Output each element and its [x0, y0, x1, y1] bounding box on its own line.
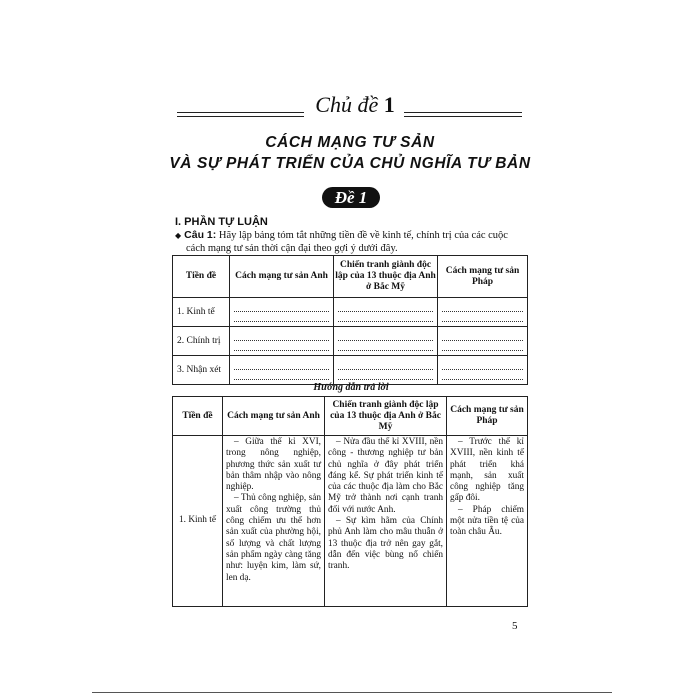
blank-cell [230, 298, 334, 327]
banner-rule-left [177, 112, 304, 113]
question-text-line1: Hãy lập bảng tóm tắt những tiền đề về kinh tế, chính trị của các cuộc [218, 230, 508, 241]
header-cell: Chiến tranh giành độc lập của 13 thuộc địa Anh ở Bắc Mỹ [334, 256, 438, 298]
header-cell: Chiến tranh giành độc lập của 13 thuộc địa Anh ở Bắc Mỹ [325, 397, 447, 436]
table-header-row [173, 397, 528, 436]
question-text-line2: cách mạng tư sản thời cận đại theo gợi ý dưới đây. [186, 243, 398, 254]
banner-rule-right [404, 112, 522, 113]
answer-guide-heading: Hướng dẫn trả lời [313, 382, 389, 393]
exam-badge: Đề 1 [322, 187, 380, 208]
france-cell [447, 436, 528, 607]
table-row [173, 436, 528, 607]
row-label: 1. Kinh tế [173, 436, 223, 607]
table-row [173, 298, 528, 327]
blank-cell [438, 327, 528, 356]
banner-rule-right-lower [404, 116, 522, 117]
chapter-title-line1: CÁCH MẠNG TƯ SẢN [265, 134, 435, 151]
england-cell [223, 436, 325, 607]
blank-cell [230, 327, 334, 356]
blank-cell [334, 298, 438, 327]
blank-cell [438, 298, 528, 327]
answer-paragraph: – Pháp chiếm một nửa tiền tệ của toàn châu Âu. [450, 504, 524, 538]
topic-heading [300, 92, 410, 118]
section-heading: I. PHẦN TỰ LUẬN [175, 216, 268, 228]
topic-number: 1 [383, 92, 395, 117]
blank-cell [334, 327, 438, 356]
blank-cell [334, 356, 438, 385]
banner-rule-left-lower [177, 116, 304, 117]
question-1 [175, 229, 527, 255]
table-header-row [173, 256, 528, 298]
blank-cell [438, 356, 528, 385]
table-row [173, 356, 528, 385]
answer-paragraph: – Trước thế kỉ XVIII, nền kinh tế phát triển khá mạnh, sản xuất công nghiệp tăng gấp đôi. [450, 437, 524, 504]
header-cell: Cách mạng tư sản Anh [230, 256, 334, 298]
row-label: 2. Chính trị [173, 327, 230, 356]
header-cell: Tiền đề [173, 256, 230, 298]
blank-cell [230, 356, 334, 385]
answer-table [172, 396, 528, 607]
answer-paragraph: – Thủ công nghiệp, sản xuất công trường thủ công chiếm ưu thế hơn sản xuất của phường hội, số lượng và chất lượng sản phẩm ngày càng tăng như: luyện kim, làm sứ, len dạ. [226, 493, 321, 583]
answer-paragraph: – Sự kìm hãm của Chính phủ Anh làm cho mâu thuẫn ở 13 thuộc địa trở nên gay gắt, dẫn đến việc bùng nổ chiến tranh. [328, 516, 443, 572]
topic-label: Chủ đề [315, 92, 379, 117]
answer-paragraph: – Giữa thế kỉ XVI, trong nông nghiệp, phương thức sản xuất tư bản thâm nhập vào nông nghiệp. [226, 437, 321, 493]
chapter-title-line2: VÀ SỰ PHÁT TRIỂN CỦA CHỦ NGHĨA TƯ BẢN [169, 155, 531, 172]
america-cell [325, 436, 447, 607]
blank-summary-table [172, 255, 528, 385]
table-row [173, 327, 528, 356]
header-cell: Cách mạng tư sản Pháp [438, 256, 528, 298]
answer-paragraph: – Nửa đầu thế kỉ XVIII, nền công - thương nghiệp tư bản chủ nghĩa ở đây phát triển đáng kể. Sự phát triển kinh tế của các thuộc địa làm cho Bắc Mỹ trở thành nơi cạnh tranh đối với nước Anh. [328, 437, 443, 515]
question-label: Câu 1: [184, 229, 217, 241]
row-label: 1. Kinh tế [173, 298, 230, 327]
header-cell: Cách mạng tư sản Anh [223, 397, 325, 436]
page-bottom-edge [92, 692, 612, 693]
diamond-bullet-icon: ◆ [175, 231, 182, 240]
header-cell: Tiền đề [173, 397, 223, 436]
page-number: 5 [512, 620, 518, 632]
header-cell: Cách mạng tư sản Pháp [447, 397, 528, 436]
row-label: 3. Nhận xét [173, 356, 230, 385]
